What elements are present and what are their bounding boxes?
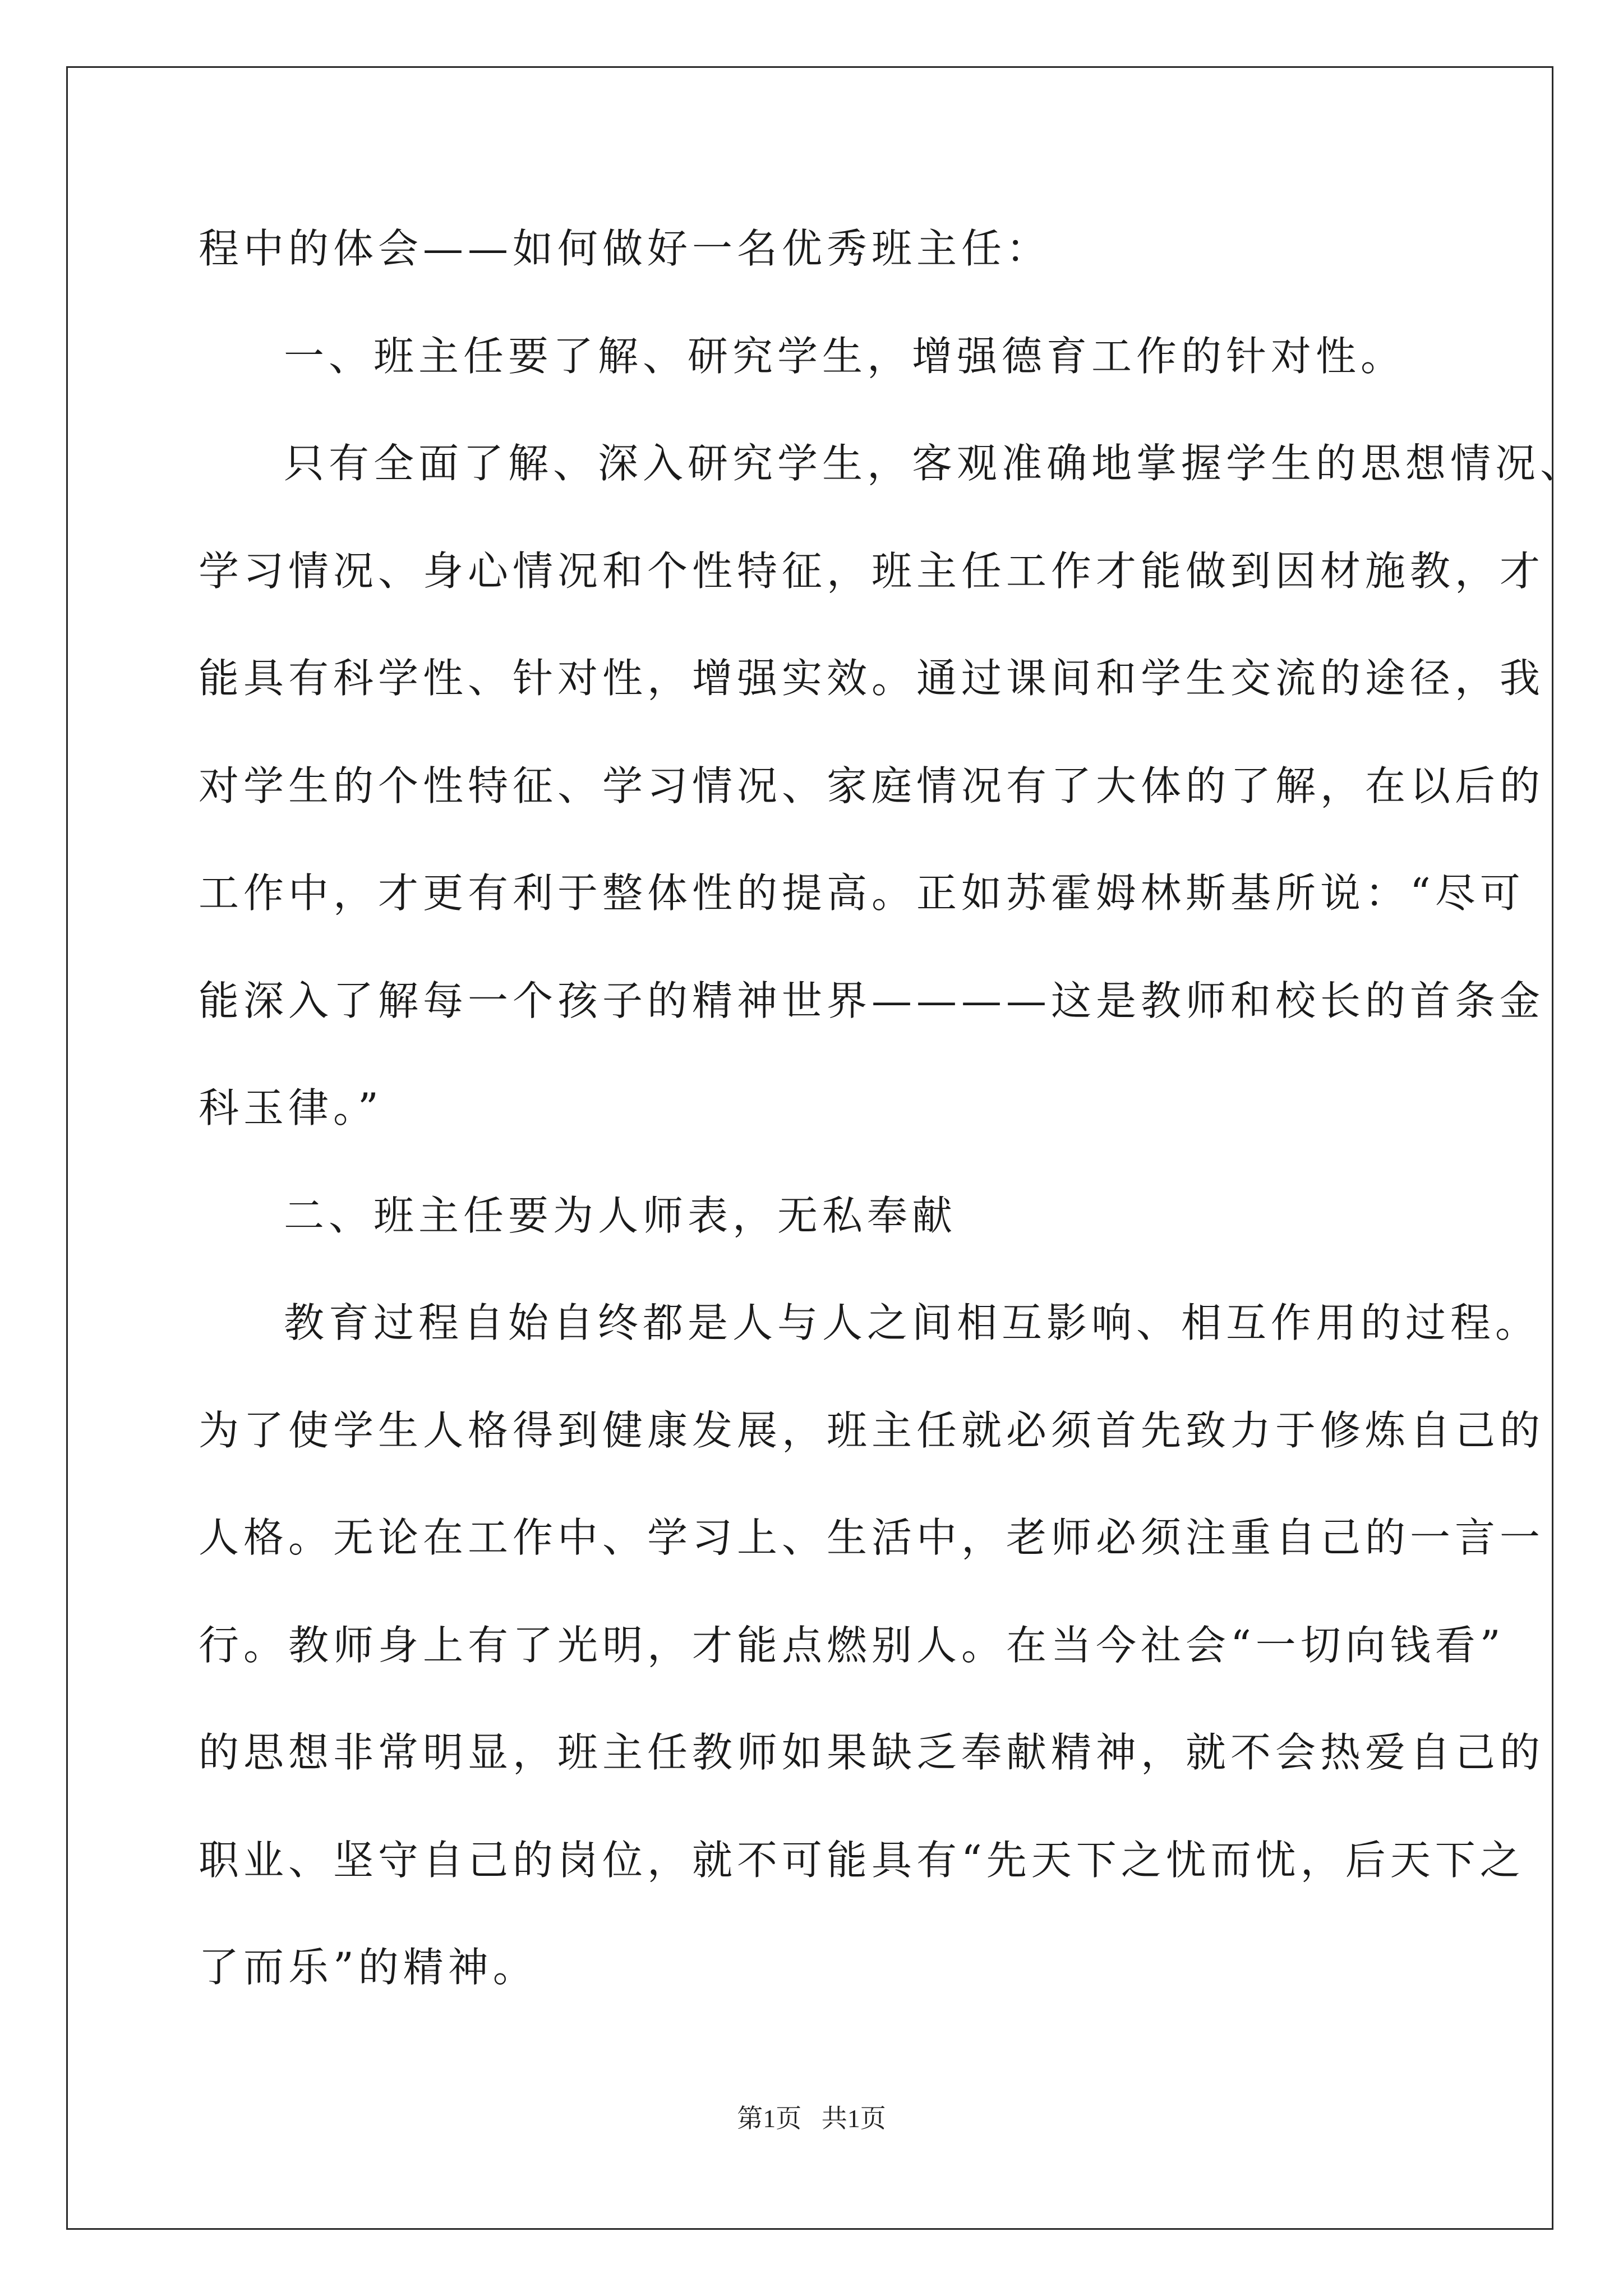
page-footer [0,2098,1623,2135]
text-line: 一、班主任要了解、研究学生，增强德育工作的针对性。 [284,332,1406,380]
page-total: 共1页 [821,2104,886,2133]
text-line: 程中的体会——如何做好一名优秀班主任： [199,225,1052,272]
text-line: 职业、坚守自己的岗位，就不可能具有“先天下之忧而忧，后天下之 [199,1836,1525,1884]
text-line: 教育过程自始自终都是人与人之间相互影响、相互作用的过程。 [284,1299,1541,1346]
text-line: 学习情况、身心情况和个性特征，班主任工作才能做到因材施教，才 [199,547,1545,595]
text-line: 对学生的个性特征、学习情况、家庭情况有了大体的了解，在以后的 [199,762,1545,809]
document-body [199,218,1585,2044]
text-line: 了而乐”的精神。 [199,1944,538,1991]
text-line: 的思想非常明显，班主任教师如果缺乏奉献精神，就不会热爱自己的 [199,1729,1545,1776]
text-line: 行。教师身上有了光明，才能点燃别人。在当今社会“一切向钱看” [199,1621,1505,1669]
text-line: 工作中，才更有利于整体性的提高。正如苏霍姆林斯基所说：“尽可 [199,869,1525,917]
text-line: 二、班主任要为人师表，无私奉献 [284,1191,957,1239]
text-line: 能深入了解每一个孩子的精神世界————这是教师和校长的首条金 [199,977,1545,1024]
text-line: 能具有科学性、针对性，增强实效。通过课间和学生交流的途径，我 [199,655,1545,702]
page-number: 第1页 [737,2104,802,2133]
text-line: 为了使学生人格得到健康发展，班主任就必须首先致力于修炼自己的 [199,1406,1545,1454]
text-line: 人格。无论在工作中、学习上、生活中，老师必须注重自己的一言一 [199,1514,1545,1561]
text-line: 科玉律。” [199,1084,383,1131]
text-line: 只有全面了解、深入研究学生，客观准确地掌握学生的思想情况、 [284,440,1585,487]
